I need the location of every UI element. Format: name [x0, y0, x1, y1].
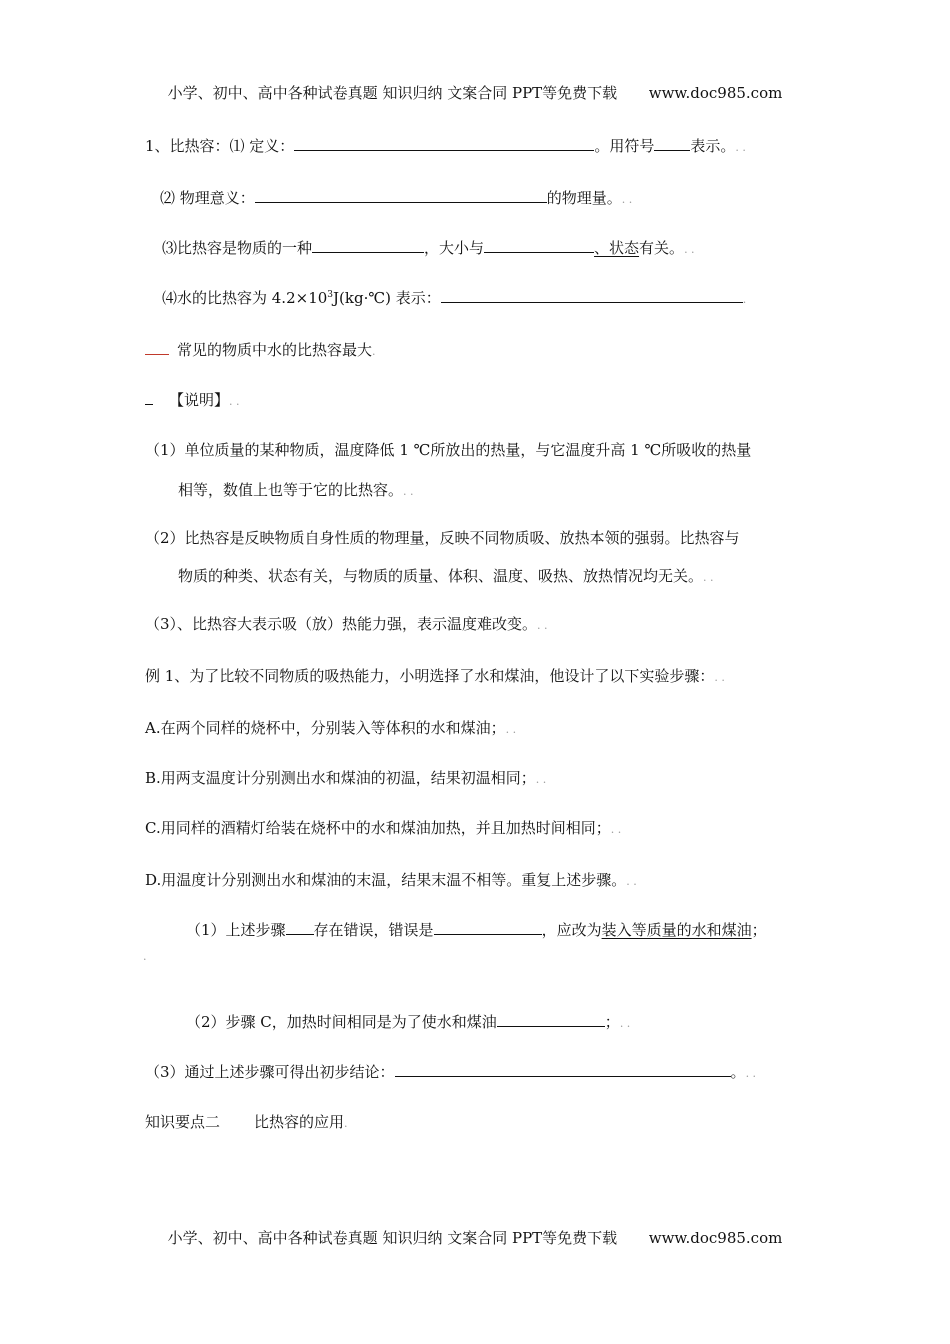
- q1-definition-line: 1、比热容：⑴ 定义： 。用符号 表示。. .: [145, 137, 746, 155]
- sub-question-1: （1）上述步骤 存在错误，错误是 ，应改为装入等质量的水和煤油；: [186, 921, 767, 939]
- correction-answer: 装入等质量的水和煤油: [601, 921, 752, 939]
- page-header: [0, 83, 950, 103]
- explain-3: （3）、比热容大表示吸（放）热能力强，表示温度难改变。. .: [145, 615, 548, 633]
- purpose-blank[interactable]: [497, 1012, 605, 1027]
- definition-blank[interactable]: [294, 136, 594, 151]
- explain-1a: （1）单位质量的某种物质，温度降低 1 ℃所放出的热量，与它温度升高 1 ℃所吸收的热量: [145, 441, 752, 459]
- step-a: A.在两个同样的烧杯中，分别装入等体积的水和煤油；. .: [145, 719, 517, 737]
- sub-question-2: （2）步骤 C，加热时间相同是为了使水和煤油 ；. .: [186, 1013, 631, 1031]
- step-blank[interactable]: [286, 920, 314, 935]
- footer-text: 小学、初中、高中各种试卷真题 知识归纳 文案合同 PPT等免费下载: [167, 1229, 618, 1247]
- property-blank[interactable]: [312, 238, 424, 253]
- section-2-heading: 知识要点二 比热容的应用.: [145, 1113, 348, 1131]
- sub-question-3: （3）通过上述步骤可得出初步结论： 。. .: [145, 1063, 757, 1081]
- meaning-blank[interactable]: [255, 188, 547, 203]
- step-c: C.用同样的酒精灯给装在烧杯中的水和煤油加热，并且加热时间相同；. .: [145, 819, 622, 837]
- note-top: 常见的物质中水的比热容最大.: [145, 340, 376, 362]
- error-blank[interactable]: [434, 920, 542, 935]
- header-text: 小学、初中、高中各种试卷真题 知识归纳 文案合同 PPT等免费下载: [167, 84, 618, 102]
- step-b: B.用两支温度计分别测出水和煤油的初温，结果初温相同；. .: [145, 769, 547, 787]
- explain-2a: （2）比热容是反映物质自身性质的物理量，反映不同物质吸、放热本领的强弱。比热容与: [145, 529, 740, 547]
- q1-meaning-line: ⑵ 物理意义： 的物理量。. .: [160, 189, 633, 207]
- water-meaning-blank[interactable]: [441, 288, 743, 303]
- q1-water-line: ⑷水的比热容为 $4.2\times 10^3J(kg\cdot℃)$ 表示： .: [162, 289, 747, 307]
- step-d: D.用温度计分别测出水和煤油的末温，结果末温不相等。重复上述步骤。. .: [145, 871, 637, 889]
- header-url: www.doc985.com: [648, 84, 783, 102]
- q1-property-line: ⑶比热容是物质的一种 ，大小与 、状态有关。. .: [162, 239, 695, 257]
- page-footer: [0, 1228, 950, 1248]
- conclusion-blank[interactable]: [395, 1062, 731, 1077]
- example-title: 例 1、为了比较不同物质的吸热能力，小明选择了水和煤油，他设计了以下实验步骤：. .: [145, 667, 725, 685]
- factor-blank[interactable]: [484, 238, 594, 253]
- explain-2b: 物质的种类、状态有关，与物质的质量、体积、温度、吸热、放热情况均无关。. .: [178, 567, 714, 585]
- explain-title: 【说明】. .: [145, 390, 240, 412]
- explain-1b: 相等，数值上也等于它的比热容。. .: [178, 481, 414, 499]
- footer-url: www.doc985.com: [648, 1229, 783, 1247]
- symbol-blank[interactable]: [654, 136, 690, 151]
